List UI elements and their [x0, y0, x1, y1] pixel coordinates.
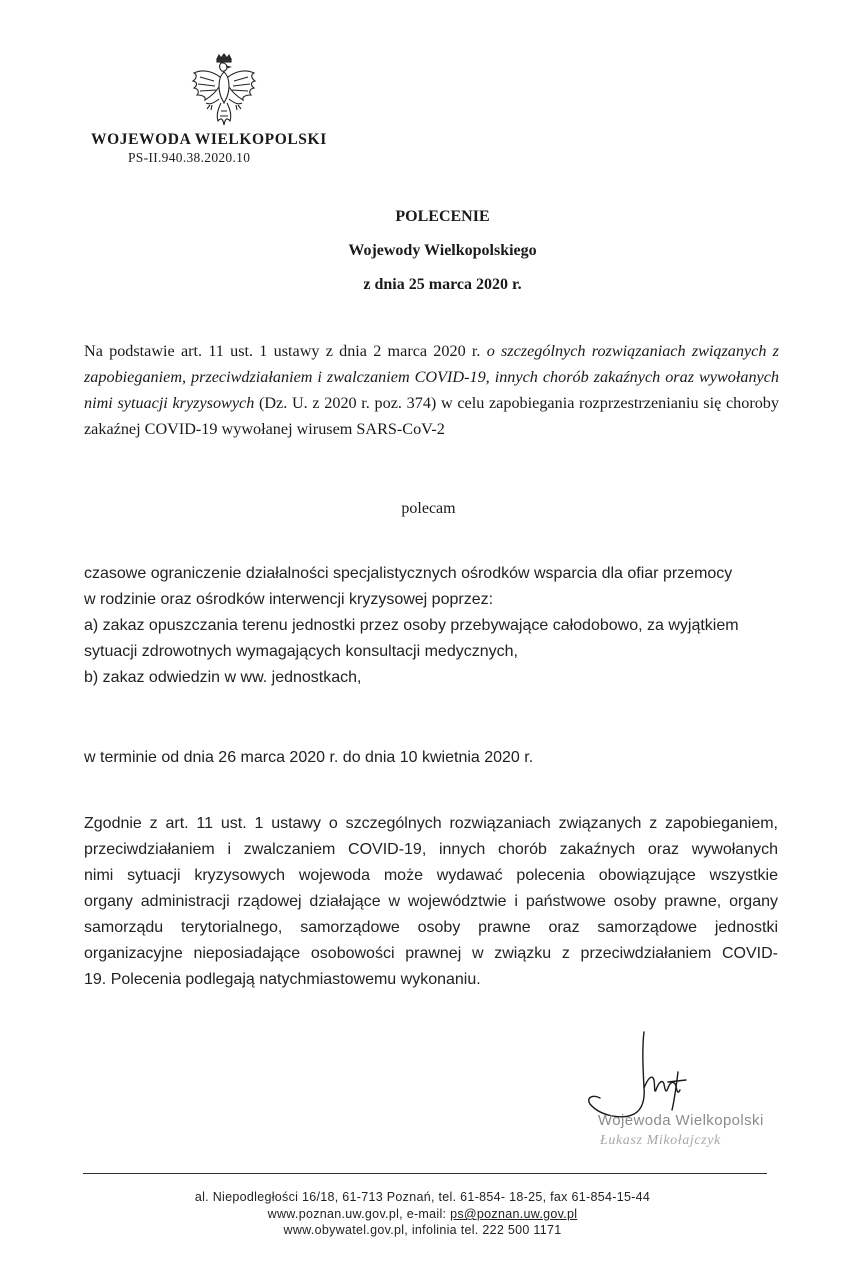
term-line: w terminie od dnia 26 marca 2020 r. do dnia 10 kwietnia 2020 r.: [84, 749, 534, 766]
term-paragraph: [84, 745, 784, 771]
footer-divider: [83, 1173, 767, 1174]
footer-web: www.poznan.uw.gov.pl, e-mail:: [267, 1207, 451, 1221]
signatory-name: Łukasz Mikołajczyk: [600, 1133, 721, 1148]
legal-basis-line: organizacyjne nieposiadające osobowości prawnej w związku z przeciwdziałaniem COVID-: [84, 945, 778, 962]
order-line: b) zakaz odwiedzin w ww. jednostkach,: [84, 669, 362, 686]
intro-text-part2: (Dz. U. z 2020 r. poz. 374) w celu zapobiegania rozprzestrzenianiu się choroby zakaźnej COVID-19 wywołanej wirusem SARS-CoV-2: [84, 394, 779, 438]
command-word: polecam: [401, 500, 456, 517]
signatory-title: Wojewoda Wielkopolski: [598, 1112, 764, 1129]
reference-number: PS-II.940.38.2020.10: [128, 150, 251, 165]
legal-basis-line: organy administracji rządowej działające w województwie i państwowe osoby prawne, organy: [84, 893, 778, 910]
legal-basis-line: Zgodnie z art. 11 ust. 1 ustawy o szczególnych rozwiązaniach związanych z zapobieganiem,: [84, 815, 778, 832]
legal-basis-line: przeciwdziałaniem i zwalczaniem COVID-19, innych chorób zakaźnych oraz wywołanych: [84, 841, 778, 858]
order-paragraph: [84, 561, 784, 691]
order-line: a) zakaz opuszczania terenu jednostki przez osoby przebywające całodobowo, za wyjątkiem: [84, 617, 739, 634]
polish-eagle-emblem-icon: [188, 53, 260, 131]
legal-basis-line: samorządu terytorialnego, samorządowe osoby prawne oraz samorządowe jednostki: [84, 919, 778, 936]
document-title: POLECENIE: [395, 208, 490, 225]
order-line: sytuacji zdrowotnych wymagających konsultacji medycznych,: [84, 643, 518, 660]
legal-basis-line: nimi sytuacji kryzysowych wojewoda może wydawać polecenia obowiązujące wszystkie: [84, 867, 778, 884]
document-date: z dnia 25 marca 2020 r.: [363, 276, 522, 293]
footer-contact: [0, 1207, 845, 1221]
legal-basis-paragraph: [84, 811, 778, 993]
document-issuer: Wojewody Wielkopolskiego: [348, 242, 537, 259]
order-line: w rodzinie oraz ośrodków interwencji kryzysowej poprzez:: [84, 591, 494, 608]
footer-info: www.obywatel.gov.pl, infolinia tel. 222 500 1171: [283, 1223, 562, 1237]
intro-text-part1: Na podstawie art. 11 ust. 1 ustawy z dnia 2 marca 2020 r.: [84, 342, 487, 360]
act-title: o szczególnych rozwiązaniach związanych z zapobieganiem, przeciwdziałaniem i zwalczaniem COVID-19, innych chorób zakaźnych oraz wywołanych nimi sytuacji kryzysowych: [84, 342, 779, 412]
footer-email-link[interactable]: ps@poznan.uw.gov.pl: [450, 1207, 578, 1221]
organization-name: WOJEWODA WIELKOPOLSKI: [91, 131, 327, 148]
intro-paragraph: [84, 338, 779, 442]
footer-address: al. Niepodległości 16/18, 61-713 Poznań, tel. 61-854- 18-25, fax 61-854-15-44: [194, 1190, 651, 1204]
legal-basis-line: 19. Polecenia podlegają natychmiastowemu wykonaniu.: [84, 971, 481, 988]
order-line: czasowe ograniczenie działalności specjalistycznych ośrodków wsparcia dla ofiar przemocy: [84, 565, 733, 582]
